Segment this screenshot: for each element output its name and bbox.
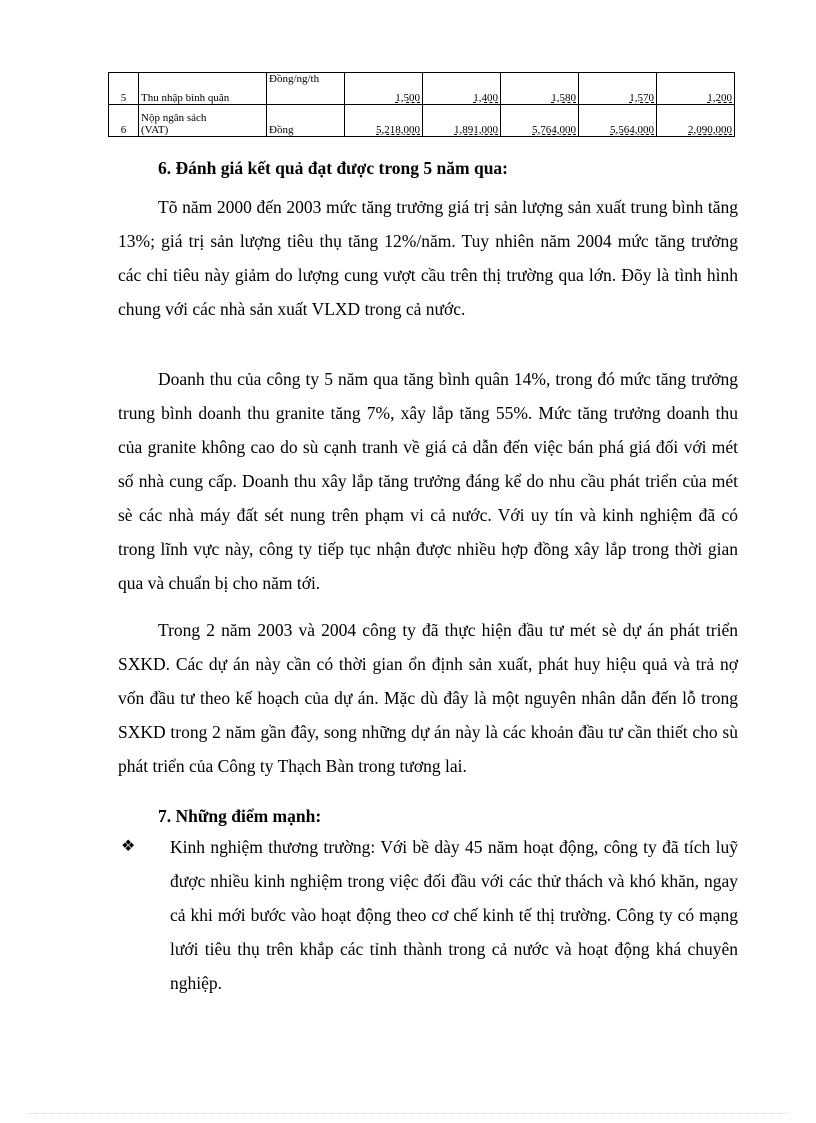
row-value: 5,564,000 xyxy=(579,105,657,137)
row-value: 1,400 xyxy=(423,73,501,105)
diamond-bullet-icon: ❖ xyxy=(121,838,136,855)
row-number: 6 xyxy=(109,105,139,137)
row-item-line: Nộp ngân sách xyxy=(141,112,207,124)
row-item xyxy=(139,105,267,137)
paragraph: Doanh thu của công ty 5 năm qua tăng bình quân 14%, trong đó mức tăng trưởng trung bình doanh thu granite tăng 7%, xây lắp tăng 55%. Mức tăng trưởng doanh thu của granite không cao do sù cạnh tranh về giá cả dẫn đến việc bán phá giá đối với mét số nhà cung cấp. Doanh thu xây lắp tăng trưởng đáng kể do nhu cầu phát triển của mét sè các nhà máy đất sét nung trên phạm vi cả nước. Với uy tín và kinh nghiệm đã có trong lĩnh vực này, công ty tiếp tục nhận được nhiều hợp đồng xây lắp trong thời gian qua và chuẩn bị cho năm tới. xyxy=(118,369,738,593)
row-unit: Đồng xyxy=(267,105,345,137)
row-item-line: (VAT) xyxy=(141,124,169,136)
bullet-paragraph: Kinh nghiệm thương trường: Với bề dày 45 năm hoạt động, công ty đã tích luỹ được nhiều kinh nghiệm trong việc đối đầu với các thử thách và khó khăn, ngay cả khi mới bước vào hoạt động theo cơ chế kinh tế thị trường. Công ty có mạng lưới tiêu thụ trên khắp các tỉnh thành trong cả nước và hoạt động khá chuyên nghiệp. xyxy=(170,837,738,993)
row-value: 1,580 xyxy=(501,73,579,105)
section-7-heading: 7. Những điểm mạnh: xyxy=(158,806,322,826)
row-value: 1,200 xyxy=(657,73,735,105)
paragraph: Tõ năm 2000 đến 2003 mức tăng trưởng giá trị sản lượng sản xuất trung bình tăng 13%; giá trị sản lượng tiêu thụ tăng 12%/năm. Tuy nhiên năm 2004 mức tăng trưởng các chỉ tiêu này giảm do lượng cung vượt cầu trên thị trường qua lớn. Đõy là tình hình chung với các nhà sản xuất VLXD trong cả nước. xyxy=(118,197,738,319)
row-value: 2,090,000 xyxy=(657,105,735,137)
page-bottom-divider xyxy=(28,1113,788,1114)
row-unit: Đồng/ng/th xyxy=(267,73,345,105)
row-value: 5,218,000 xyxy=(345,105,423,137)
table-row xyxy=(109,73,735,105)
row-value: 1,570 xyxy=(579,73,657,105)
row-number: 5 xyxy=(109,73,139,105)
row-value: 1,891,000 xyxy=(423,105,501,137)
table-row xyxy=(109,105,735,137)
row-value: 5,764,000 xyxy=(501,105,579,137)
paragraph: Trong 2 năm 2003 và 2004 công ty đã thực hiện đầu tư mét sè dự án phát triển SXKD. Các dự án này cần có thời gian ổn định sản xuất, phát huy hiệu quả và trả nợ vốn đầu tư theo kế hoạch của dự án. Mặc dù đây là một nguyên nhân dẫn đến lỗ trong SXKD trong 2 năm gần đây, song những dự án này là các khoản đầu tư cần thiết cho sù phát triển của Công ty Thạch Bàn trong tương lai. xyxy=(118,620,738,776)
row-value: 1,500 xyxy=(345,73,423,105)
data-table-fragment xyxy=(108,72,735,137)
row-item: Thu nhập bình quân xyxy=(139,73,267,105)
section-6-heading: 6. Đánh giá kết quả đạt được trong 5 năm qua: xyxy=(158,158,508,178)
